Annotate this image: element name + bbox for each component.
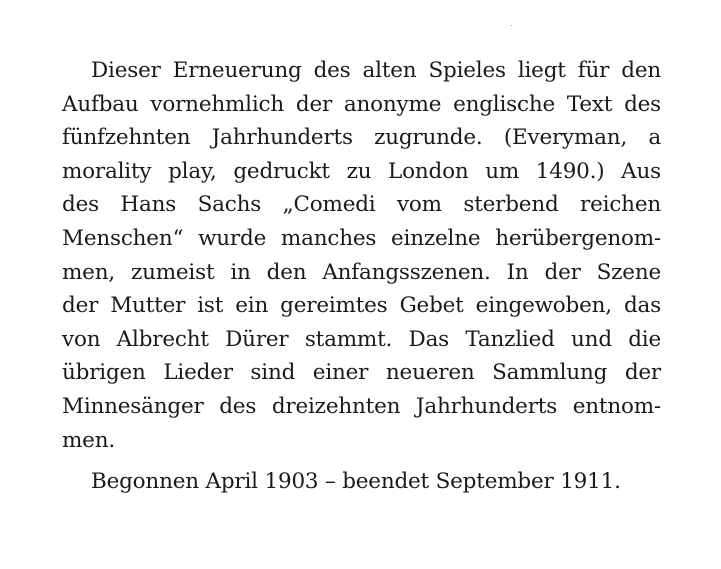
paragraph-line: Minnesänger des dreizehnten Jahrhunderts entnom- bbox=[62, 393, 661, 419]
date-line: Begonnen April 1903 – beendet September 1911. bbox=[91, 469, 621, 494]
main-paragraph bbox=[62, 54, 661, 457]
paragraph-line: Aufbau vornehmlich der anonyme englische Text des bbox=[62, 91, 661, 117]
paragraph-line: morality play, gedruckt zu London um 1490.) Aus bbox=[62, 158, 661, 184]
paragraph-line: men, zumeist in den Anfangsszenen. In der Szene bbox=[62, 259, 661, 285]
paragraph-line: der Mutter ist ein gereimtes Gebet eingewoben, das bbox=[62, 293, 661, 319]
paragraph-line: fünfzehnten Jahrhunderts zugrunde. (Everyman, a bbox=[62, 125, 661, 151]
paragraph-line: men. bbox=[62, 427, 115, 453]
paragraph-line: übrigen Lieder sind einer neueren Sammlung der bbox=[62, 360, 661, 386]
paragraph-line: Menschen“ wurde manches einzelne herübergenom- bbox=[62, 225, 661, 251]
paragraph-line: Dieser Erneuerung des alten Spieles liegt für den bbox=[91, 58, 661, 83]
print-speck bbox=[511, 25, 512, 26]
paragraph-line: des Hans Sachs „Comedi vom sterbend reichen bbox=[62, 192, 661, 218]
paragraph-line: von Albrecht Dürer stammt. Das Tanzlied und die bbox=[62, 326, 661, 352]
